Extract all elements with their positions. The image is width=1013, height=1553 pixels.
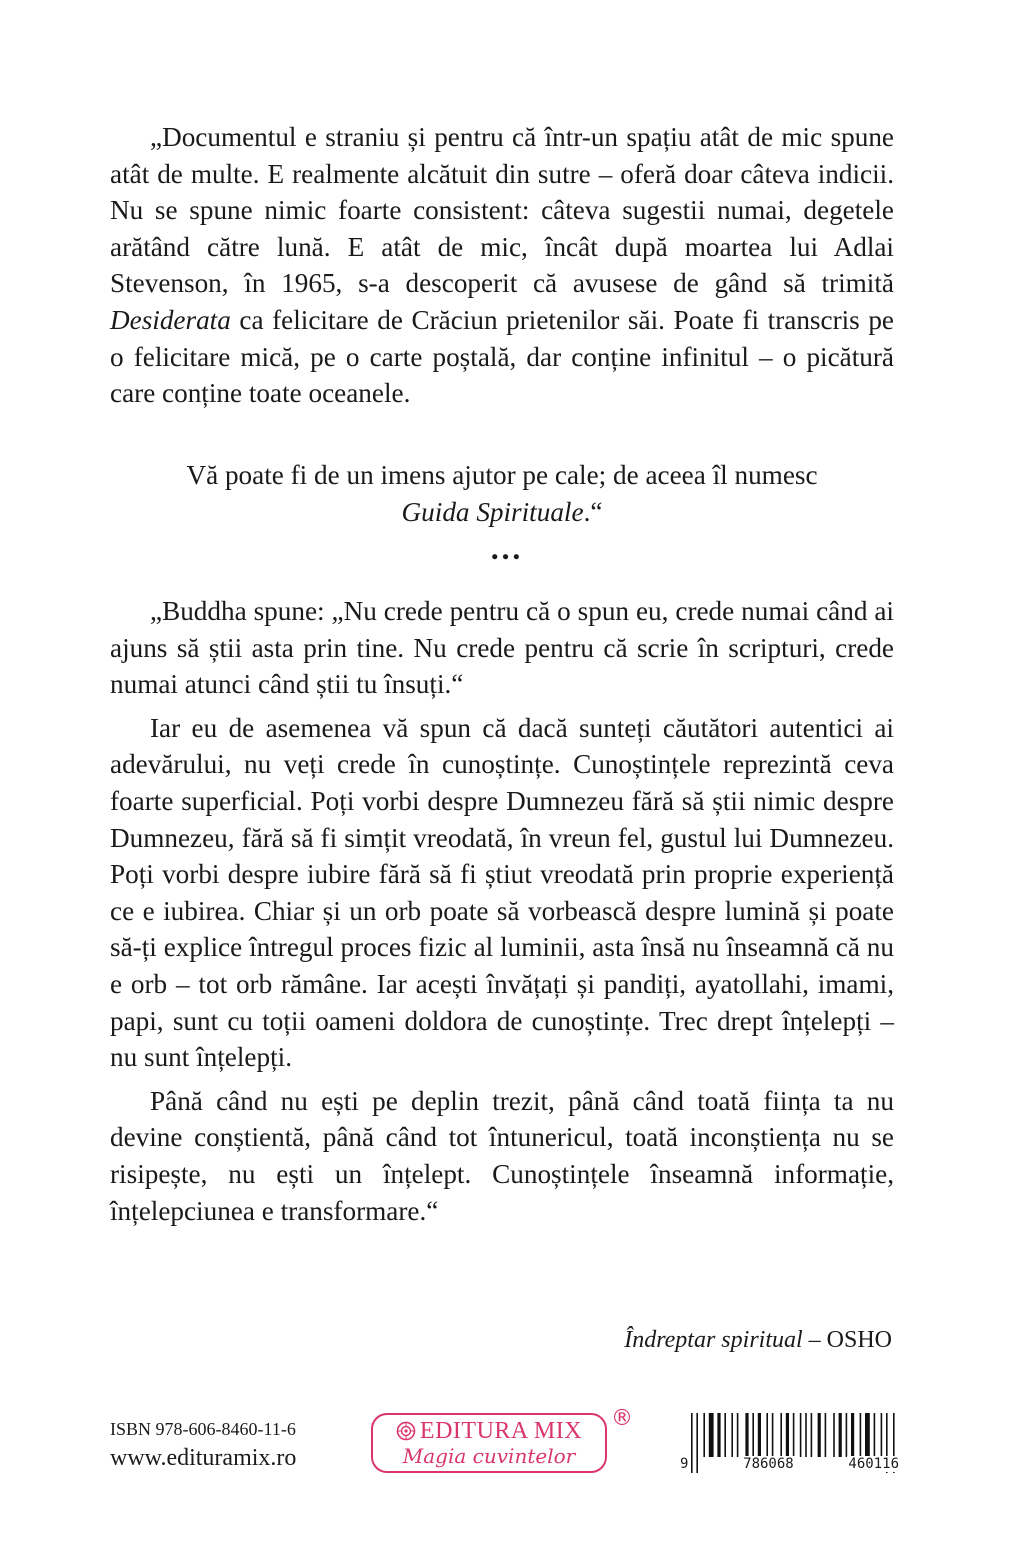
barcode-bar: [780, 1413, 782, 1457]
barcode-bar: [793, 1413, 795, 1457]
registered-icon: ®: [611, 1406, 633, 1431]
barcode-bar: [860, 1413, 862, 1457]
barcode-bar: [846, 1413, 848, 1457]
paragraph: Guida Spirituale.“: [401, 496, 603, 527]
barcode-bar: [818, 1413, 821, 1457]
author: – OSHO: [802, 1327, 892, 1353]
attribution: [624, 1325, 892, 1355]
quote-buddha: [110, 593, 894, 1229]
barcode-digit-group: 786068: [743, 1456, 794, 1472]
paragraph: „Documentul e straniu și pentru că într-un spațiu atât de mic spune atât de multe. E realmente alcătuit din sutre – oferă doar câteva indicii. Nu se spune nimic foarte consistent: câteva sugestii numai, degetele arătând către lună. E atât de mic, încât după moartea lui Adlai Stevenson, în 1965, s-a descoperit că avusese de gând să trimită Desiderata ca felicitare de Crăciun prietenilor săi. Poate fi transcris pe o felicitare mică, pe o carte poștală, dar conține infinitul – o picătură care conține toate oceanele.: [110, 122, 894, 409]
paragraph: Până când nu ești pe deplin trezit, până când toată ființa ta nu devine conștientă, până când tot întunericul, toată inconștiența nu se risipește, nu ești un înțelept. Cunoștințele înseamnă informație, înțelepciunea e transformare.“: [110, 1085, 894, 1226]
section-separator: …: [489, 530, 524, 566]
website-link[interactable]: www.edituramix.ro: [110, 1445, 297, 1471]
barcode-bar: [881, 1413, 883, 1457]
barcode-bar: [737, 1413, 739, 1457]
book-title: Guida Spirituale: [401, 496, 584, 527]
barcode-digits: [679, 1456, 900, 1472]
barcode-bar: [745, 1413, 748, 1457]
barcode-bar: [717, 1413, 720, 1457]
logo-tagline: Magia cuvintelor: [402, 1444, 576, 1468]
barcode-bar: [833, 1413, 835, 1457]
barcode-bar: [865, 1413, 870, 1457]
barcode-bar: [731, 1413, 733, 1457]
barcode-bar: [709, 1413, 714, 1457]
publisher-info: [110, 1417, 296, 1475]
paragraph: „Buddha spune: „Nu crede pentru că o spun eu, crede numai când ai ajuns să știi asta prin tine. Nu crede pentru că scrie în scripturi, crede numai atunci când știi tu însuți.“: [110, 596, 894, 700]
publisher-logo: [371, 1413, 607, 1473]
barcode-digit-group: 460116: [848, 1456, 899, 1472]
barcode-bar: [766, 1413, 768, 1457]
rose-icon: [396, 1421, 416, 1441]
quote-desiderata: [110, 119, 894, 412]
barcode-bar: [811, 1413, 813, 1457]
isbn-barcode: [679, 1413, 900, 1473]
barcode-bar: [758, 1413, 761, 1457]
paragraph: Iar eu de asemenea vă spun că dacă sunteți căutători autentici ai adevărului, nu veți crede în cunoștințe. Cunoștințele reprezintă ceva foarte superficial. Poți vorbi despre Dumnezeu fără să știi nimic despre Dumnezeu, fără să fi simțit vreodată, în vreun fel, gustul lui Dumnezeu. Poți vorbi despre iubire fără să fi știut vreodată prin proprie experiență ce e iubirea. Chiar și un orb poate să vorbească despre lumină și poate să-ți explice întregul proces fizic al luminii, asta însă nu înseamnă că nu e orb – tot orb rămâne. Iar acești învățați și pandiți, ayatollahi, imami, papi, sunt cu toții oameni doldora de cunoștințe. Trec drept înțelepți – nu sunt înțelepți.: [110, 712, 894, 1073]
barcode-bar: [874, 1413, 876, 1457]
barcode-digit-group: 9: [680, 1456, 689, 1472]
barcode-bar: [805, 1413, 807, 1457]
source-title: Îndreptar spiritual: [624, 1327, 803, 1353]
barcode-bar: [786, 1413, 789, 1457]
barcode-bar: [851, 1413, 854, 1457]
paragraph: Vă poate fi de un imens ajutor pe cale; de aceea îl numesc: [186, 460, 818, 490]
logo-brand: EDITURA MIX: [419, 1418, 583, 1444]
isbn: ISBN 978-606-8460-11-6: [110, 1419, 296, 1439]
barcode-bar: [752, 1413, 754, 1457]
barcode-bar: [839, 1413, 842, 1457]
barcode-bar: [772, 1413, 774, 1457]
barcode-bar: [800, 1413, 802, 1457]
barcode-bar: [724, 1413, 726, 1457]
quote-guida: [110, 457, 894, 530]
barcode-bar: [703, 1413, 705, 1457]
barcode-bar: [825, 1413, 827, 1457]
book-title: Desiderata: [110, 304, 231, 335]
